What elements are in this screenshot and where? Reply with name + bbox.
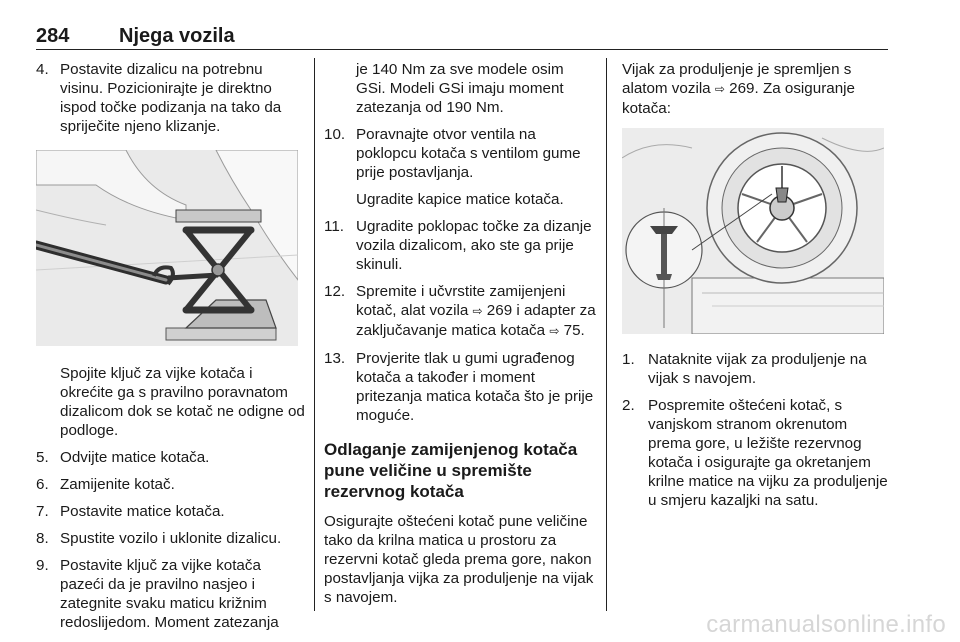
paragraph-lift-vehicle: Spojite ključ za vijke kotača i okrećite ga s pravilno poravnatom dizalicom dok se kotač ne odigne od podloge. (60, 365, 305, 439)
step-text: Postavite dizalicu na potrebnu visinu. Pozicionirajte je direktno ispod točke podizanja na tako da spriječite njeno klizanje. (60, 61, 282, 135)
column-2 (324, 60, 596, 615)
step-number: 12. (324, 283, 346, 300)
jack-illustration (36, 150, 298, 346)
page-header (36, 18, 888, 50)
step-8 (36, 529, 308, 548)
step-7 (36, 502, 308, 521)
step-text: Provjerite tlak u gumi ugrađenog kotača a također i moment pritezanja matica kotača što je prije moguće. (356, 350, 594, 424)
step-text: Ugradite poklopac točke za dizanje vozila dizalicom, ako ste ga prije skinuli. (356, 218, 592, 273)
column-1 (36, 60, 308, 640)
step-number: 11. (324, 218, 344, 235)
step-text: Spremite i učvrstite zamijenjeni kotač, alat vozila (356, 283, 566, 319)
subsection-heading: Odlaganje zamijenjenog kotača pune veličine u spremište rezervnog kotača (324, 440, 578, 501)
intro-text: Vijak za produljenje je spremljen s alatom vozila (622, 61, 852, 97)
step-text-cont: i adapter za zaključavanje matica kotača (356, 302, 596, 339)
page-reference-link[interactable]: 75. (563, 322, 585, 339)
column-3 (622, 60, 888, 518)
page-number: 284 (36, 25, 70, 47)
reference-arrow-icon: ⇨ (714, 82, 725, 96)
step-number: 1. (622, 351, 635, 368)
step-number: 7. (36, 503, 49, 520)
step-number: 9. (36, 557, 49, 574)
page-reference-link[interactable]: 269 (486, 302, 513, 319)
step-text: Zamijenite kotač. (60, 476, 175, 493)
step-text: Pospremite oštećeni kotač, s vanjskom stranom okrenutom prema gore, u ležište rezervnog kotača i osigurajte ga okretanjem krilne matice na vijku za produljenje u smjeru kazaljki na satu. (648, 397, 888, 509)
step-number: 10. (324, 126, 346, 143)
step-number: 2. (622, 397, 635, 414)
step-13 (324, 349, 596, 425)
step-5 (36, 448, 308, 467)
wheel-step-2 (622, 396, 888, 510)
intro-paragraph (622, 60, 888, 118)
spare-wheel-illustration (622, 128, 884, 334)
column-divider-1 (314, 58, 315, 611)
wheel-step-1 (622, 350, 888, 388)
section-title: Njega vozila (119, 25, 235, 47)
header-rule (36, 49, 888, 50)
step-10 (324, 125, 596, 182)
step-text: Nataknite vijak za produljenje na vijak s navojem. (648, 351, 867, 387)
step-text: Postavite ključ za vijke kotača pazeći da je pravilno nasjeo i zategnite svaku maticu križnim redoslijedom. Moment zatezanja (60, 557, 279, 631)
step-9 (36, 556, 308, 632)
intro-text-end: . Za osiguranje kotača: (622, 80, 855, 117)
torque-continuation: je 140 Nm za sve modele osim GSi. Modeli GSi imaju moment zatezanja od 190 Nm. (356, 61, 564, 116)
column-divider-2 (606, 58, 607, 611)
step-12 (324, 282, 596, 341)
storage-paragraph: Osigurajte oštećeni kotač pune veličine tako da krilna matica u prostoru za rezervni kotač gleda prema gore, nakon postavljanja vijka za produljenje na vijak s navojem. (324, 513, 594, 606)
step-text: Poravnajte otvor ventila na poklopcu kotača s ventilom gume prije postavljanja. (356, 126, 581, 181)
step-text: Postavite matice kotača. (60, 503, 225, 520)
step-text: Spustite vozilo i uklonite dizalicu. (60, 530, 282, 547)
page-reference-link[interactable]: 269 (729, 80, 755, 97)
step-number: 4. (36, 61, 49, 78)
step-number: 6. (36, 476, 49, 493)
step-number: 5. (36, 449, 49, 466)
reference-arrow-icon: ⇨ (549, 324, 560, 338)
step-text: Odvijte matice kotača. (60, 449, 210, 466)
step-11 (324, 217, 596, 274)
reference-arrow-icon: ⇨ (472, 304, 483, 318)
step-number: 13. (324, 350, 346, 367)
step-6 (36, 475, 308, 494)
step-10-note: Ugradite kapice matice kotača. (356, 191, 564, 208)
watermark: carmanualsonline.info (706, 611, 946, 638)
step-number: 8. (36, 530, 49, 547)
step-4 (36, 60, 308, 136)
